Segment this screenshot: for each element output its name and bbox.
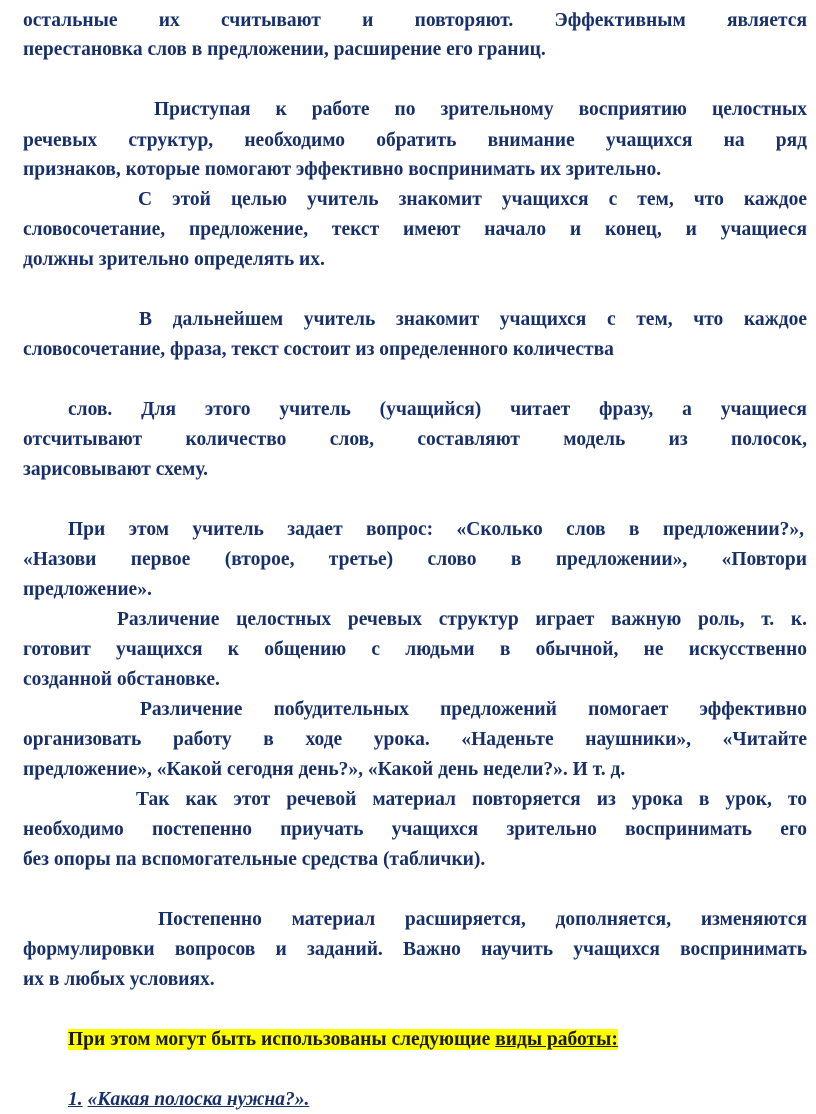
paragraph-line: речевых структур, необходимо обратить внимание учащихся на ряд xyxy=(23,130,807,151)
paragraph-line: остальные их считывают и повторяют. Эффективным является xyxy=(23,10,807,31)
list-item-title: «Какая полоска нужна?». xyxy=(87,1089,310,1110)
paragraph-line: словосочетание, фраза, текст состоит из определенного количества xyxy=(23,339,614,360)
paragraph-line: перестановка слов в предложении, расширение его границ. xyxy=(23,39,546,60)
paragraph-line: При этом учитель задает вопрос: «Сколько слов в предложении?», xyxy=(68,519,804,540)
paragraph-line: Постепенно материал расширяется, дополняется, изменяются xyxy=(158,909,807,930)
paragraph-line: признаков, которые помогают эффективно воспринимать их зрительно. xyxy=(23,159,662,180)
highlighted-text: При этом могут быть использованы следующие xyxy=(68,1029,496,1050)
paragraph-line: «Назови первое (второе, третье) слово в предложении», «Повтори xyxy=(23,549,807,570)
paragraph-line: Приступая к работе по зрительному восприятию целостных xyxy=(154,99,807,120)
paragraph-line: отсчитывают количество слов, составляют модель из полосок, xyxy=(23,429,807,450)
paragraph-line: словосочетание, предложение, текст имеют начало и конец, и учащиеся xyxy=(23,219,807,240)
paragraph-line: готовит учащихся к общению с людьми в обычной, не искусственно xyxy=(23,639,807,660)
paragraph-line: слов. Для этого учитель (учащийся) читает фразу, а учащиеся xyxy=(68,399,807,420)
paragraph-line: С этой целью учитель знакомит учащихся с тем, что каждое xyxy=(138,189,807,210)
highlighted-line xyxy=(68,1025,618,1054)
paragraph-line: зарисовывают схему. xyxy=(23,459,208,480)
work-types-underlined: виды работы xyxy=(495,1029,612,1050)
paragraph-line: созданной обстановке. xyxy=(23,669,220,690)
paragraph-line: предложение», «Какой сегодня день?», «Какой день недели?». И т. д. xyxy=(23,759,626,780)
paragraph-line: В дальнейшем учитель знакомит учащихся с тем, что каждое xyxy=(139,309,807,330)
paragraph-line: без опоры па вспомогательные средства (таблички). xyxy=(23,849,486,870)
list-item xyxy=(68,1085,309,1114)
list-item-number: 1. xyxy=(68,1089,83,1110)
paragraph-line: формулировки вопросов и заданий. Важно научить учащихся воспринимать xyxy=(23,939,807,960)
paragraph-line: Так как этот речевой материал повторяется из урока в урок, то xyxy=(136,789,807,810)
paragraph-line: их в любых условиях. xyxy=(23,969,215,990)
highlight-colon: : xyxy=(611,1029,618,1050)
paragraph-line: организовать работу в ходе урока. «Наденьте наушники», «Читайте xyxy=(23,729,807,750)
paragraph-line: Различение целостных речевых структур играет важную роль, т. к. xyxy=(117,609,807,630)
paragraph-line: Различение побудительных предложений помогает эффективно xyxy=(140,699,807,720)
paragraph-line: должны зрительно определять их. xyxy=(23,249,325,270)
paragraph-line: предложение». xyxy=(23,579,152,600)
paragraph-line: необходимо постепенно приучать учащихся зрительно воспринимать его xyxy=(23,819,807,840)
